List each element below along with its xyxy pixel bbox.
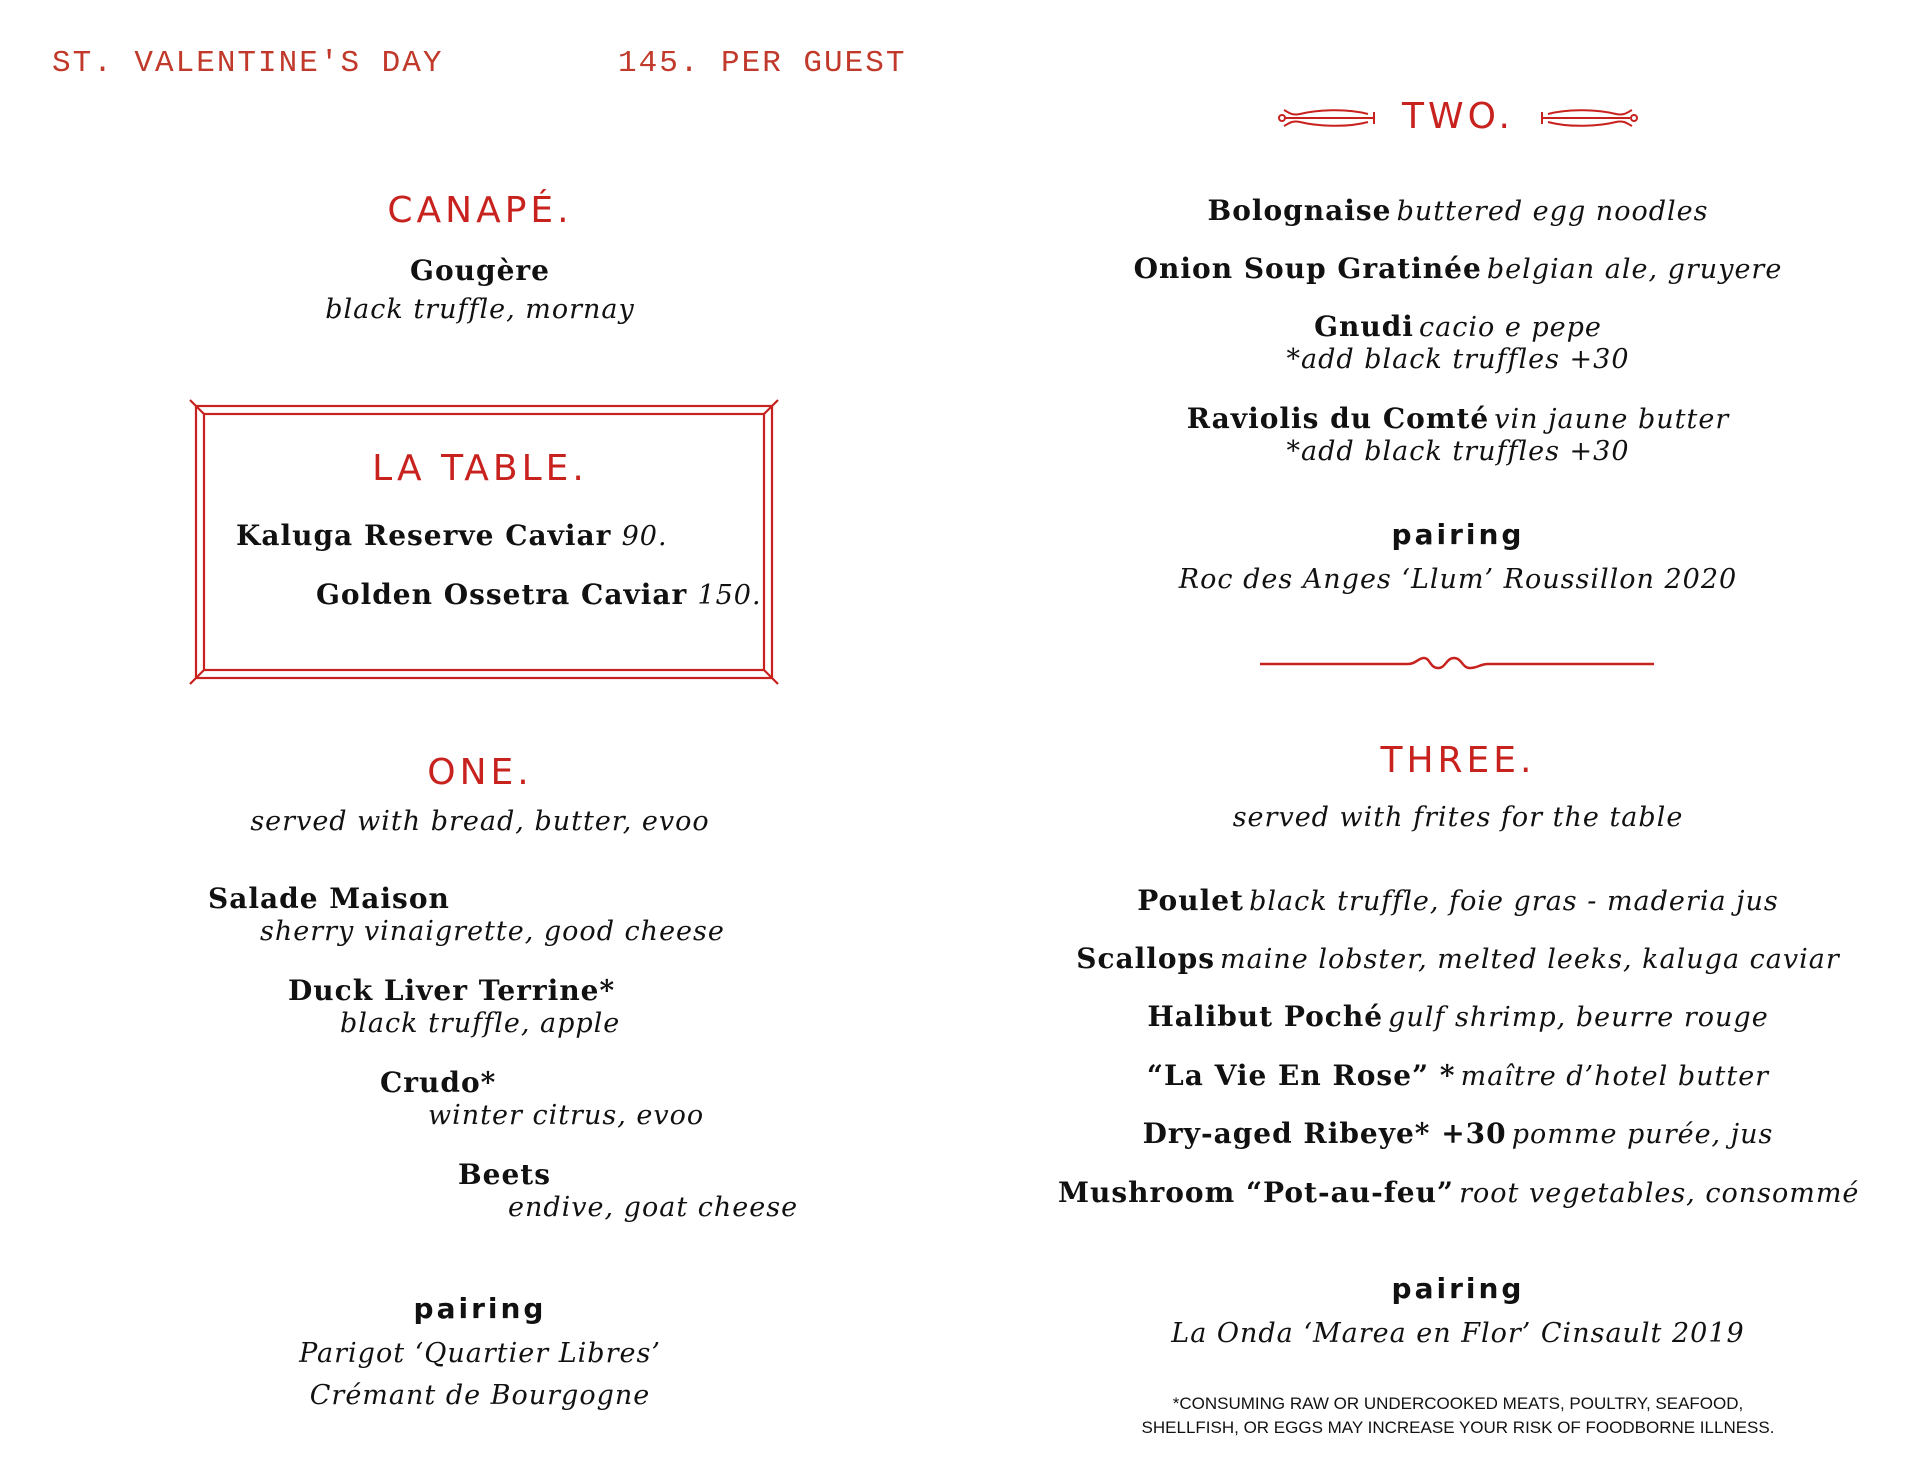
- three-item: [1058, 1176, 1858, 1209]
- la-table-item: [316, 578, 762, 611]
- two-item-name: Raviolis du Comté: [1186, 402, 1490, 435]
- one-subtitle: served with bread, butter, evoo: [250, 806, 710, 837]
- two-item-note: *add black truffles +30: [1286, 436, 1630, 467]
- three-item: [1058, 1117, 1858, 1150]
- disclaimer-line: *CONSUMING RAW OR UNDERCOOKED MEATS, POULTRY, SEAFOOD,: [1172, 1394, 1744, 1413]
- three-item-desc: root vegetables, consommé: [1459, 1178, 1860, 1209]
- canape-item-desc: black truffle, mornay: [325, 294, 635, 325]
- three-item-desc: black truffle, foie gras - maderia jus: [1249, 886, 1779, 917]
- health-disclaimer: [1058, 1392, 1858, 1440]
- one-pairing-wine: Crémant de Bourgogne: [309, 1380, 651, 1411]
- three-heading: THREE.: [1380, 740, 1536, 781]
- one-heading: ONE.: [427, 752, 533, 793]
- la-table-heading: LA TABLE.: [372, 448, 588, 489]
- menu-title: ST. VALENTINE'S DAY: [52, 46, 444, 81]
- one-item-desc: endive, goat cheese: [508, 1192, 799, 1223]
- three-item-desc: maître d’hotel butter: [1460, 1061, 1770, 1092]
- two-item-name: Bolognaise: [1207, 194, 1392, 227]
- three-item-name: Poulet: [1137, 884, 1244, 917]
- three-item: [1058, 942, 1858, 975]
- la-table-item-price: 150.: [697, 580, 762, 611]
- two-pairing-label: pairing: [1391, 518, 1525, 551]
- three-item-name: Dry-aged Ribeye* +30: [1142, 1117, 1507, 1150]
- la-table-item-price: 90.: [621, 521, 668, 552]
- canape-item-name: Gougère: [410, 254, 550, 287]
- two-item: [1108, 194, 1808, 227]
- three-item-desc: pomme purée, jus: [1511, 1119, 1774, 1150]
- three-pairing-label: pairing: [1391, 1272, 1525, 1305]
- la-table-item: [236, 519, 668, 552]
- two-heading: TWO.: [1402, 96, 1514, 137]
- one-pairing-wine: Parigot ‘Quartier Libres’: [299, 1338, 661, 1369]
- three-item-name: “La Vie En Rose” *: [1146, 1059, 1456, 1092]
- three-pairing-wine: La Onda ‘Marea en Flor’ Cinsault 2019: [1171, 1318, 1745, 1349]
- one-item-desc: winter citrus, evoo: [428, 1100, 705, 1131]
- three-item-name: Halibut Poché: [1147, 1000, 1384, 1033]
- three-item-name: Mushroom “Pot-au-feu”: [1058, 1176, 1455, 1209]
- one-pairing-label: pairing: [413, 1292, 547, 1325]
- three-item-desc: gulf shrimp, beurre rouge: [1388, 1002, 1769, 1033]
- one-item-desc: sherry vinaigrette, good cheese: [260, 916, 725, 947]
- la-table-item-name: Golden Ossetra Caviar: [316, 578, 688, 611]
- one-item-name: Salade Maison: [208, 882, 450, 915]
- three-item-name: Scallops: [1076, 942, 1215, 975]
- two-item-note: *add black truffles +30: [1286, 344, 1630, 375]
- la-table-item-name: Kaluga Reserve Caviar: [236, 519, 612, 552]
- one-item-name: Beets: [458, 1158, 551, 1191]
- two-item-desc: belgian ale, gruyere: [1486, 254, 1783, 285]
- menu-price: 145. PER GUEST: [618, 46, 907, 81]
- three-item-desc: maine lobster, melted leeks, kaluga caviar: [1220, 944, 1840, 975]
- two-item-name: Gnudi: [1314, 310, 1414, 343]
- three-item: [1058, 1059, 1858, 1092]
- one-item-name: Crudo*: [380, 1066, 497, 1099]
- flourish-right-icon: [1540, 96, 1640, 140]
- disclaimer-line: SHELLFISH, OR EGGS MAY INCREASE YOUR RISK OF FOODBORNE ILLNESS.: [1141, 1418, 1775, 1437]
- one-item-desc: black truffle, apple: [340, 1008, 621, 1039]
- section-divider: [1258, 650, 1658, 674]
- canape-heading: CANAPÉ.: [387, 190, 573, 231]
- two-item-desc: buttered egg noodles: [1396, 196, 1709, 227]
- one-item-name: Duck Liver Terrine*: [288, 974, 616, 1007]
- three-subtitle: served with frites for the table: [1232, 802, 1684, 833]
- two-item: [1108, 402, 1808, 435]
- three-item: [1058, 884, 1858, 917]
- two-item: [1108, 252, 1808, 285]
- two-item-desc: cacio e pepe: [1419, 312, 1602, 343]
- two-pairing-wine: Roc des Anges ‘Llum’ Roussillon 2020: [1178, 564, 1738, 595]
- two-item: [1108, 310, 1808, 343]
- two-item-desc: vin jaune butter: [1494, 404, 1730, 435]
- two-item-name: Onion Soup Gratinée: [1133, 252, 1482, 285]
- three-item: [1058, 1000, 1858, 1033]
